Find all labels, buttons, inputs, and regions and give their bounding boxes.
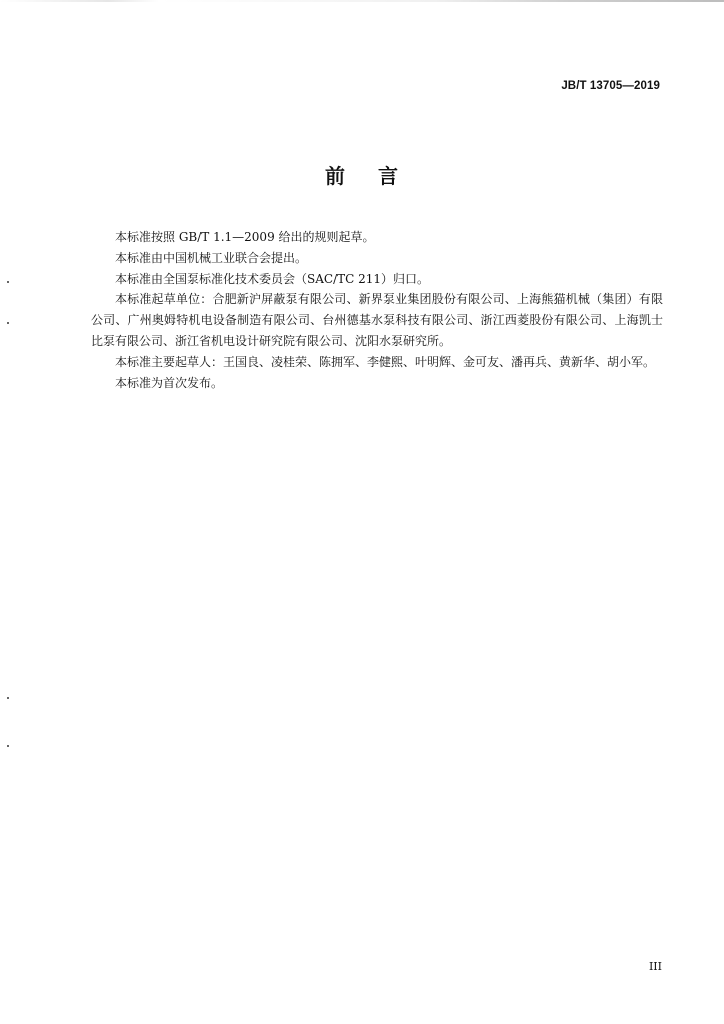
page-title <box>0 160 724 189</box>
paragraph-main-drafters: 本标准主要起草人：王国良、凌桂荣、陈拥军、李健熙、叶明辉、金可友、潘再兵、黄新华、胡小军。 <box>115 354 656 369</box>
scan-mark <box>7 322 9 324</box>
title-char-2: 言 <box>378 164 399 188</box>
scan-edge <box>0 0 724 2</box>
scan-mark <box>7 697 9 699</box>
scan-mark <box>7 281 9 283</box>
title-char-1: 前 <box>325 164 346 188</box>
paragraph-drafting-rules: 本标准按照 GB/T 1.1—2009 给出的规则起草。 <box>115 230 375 244</box>
paragraph-proposer: 本标准由中国机械工业联合会提出。 <box>115 250 308 265</box>
paragraph-technical-committee: 本标准由全国泵标准化技术委员会（SAC/TC 211）归口。 <box>115 271 430 286</box>
standard-code: JB/T 13705—2019 <box>561 80 660 92</box>
scan-mark <box>7 745 9 747</box>
paragraph-drafting-units: 本标准起草单位：合肥新沪屏蔽泵有限公司、新界泵业集团股份有限公司、上海熊猫机械（集团）有限公司、广州奥姆特机电设备制造有限公司、台州德基水泵科技有限公司、浙江西菱股份有限公司、上海凯士比泵有限公司、浙江省机电设计研究院有限公司、沈阳水泵研究所。 <box>91 292 663 348</box>
foreword-body <box>91 227 663 393</box>
page-number: III <box>648 960 662 973</box>
paragraph-first-release: 本标准为首次发布。 <box>115 375 224 390</box>
